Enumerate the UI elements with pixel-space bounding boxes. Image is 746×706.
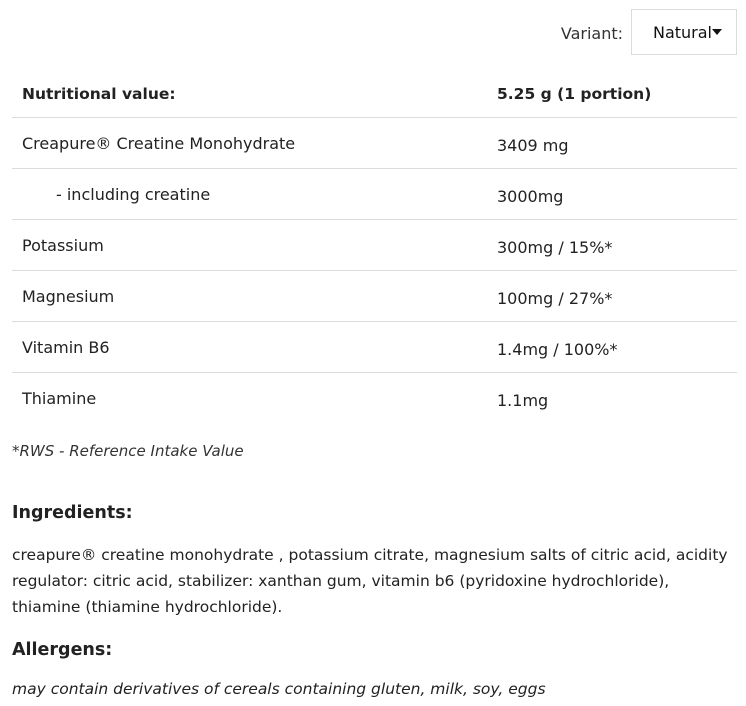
table-row: [12, 220, 737, 271]
row-value: [487, 169, 737, 220]
row-value-text: 1.4mg / 100%*: [497, 339, 618, 359]
row-name: - including creatine: [12, 169, 487, 220]
row-value: [487, 322, 737, 373]
row-name: Creapure® Creatine Monohydrate: [12, 118, 487, 169]
table-row: [12, 322, 737, 373]
table-row: [12, 373, 737, 424]
variant-selected-value: Natural: [652, 22, 712, 42]
row-value-text: 3000mg: [497, 186, 564, 206]
row-name: Vitamin B6: [12, 322, 487, 373]
allergens-text: may contain derivatives of cereals containing gluten, milk, soy, eggs: [12, 680, 546, 698]
header-nutritional-value: Nutritional value:: [12, 70, 487, 118]
row-name: Potassium: [12, 220, 487, 271]
row-value-text: 100mg / 27%*: [497, 288, 613, 308]
row-value-text: 300mg / 15%*: [497, 237, 613, 257]
table-row: [12, 169, 737, 220]
row-value-text: 1.1mg: [497, 390, 549, 410]
table-header-row: [12, 70, 737, 118]
row-value: [487, 118, 737, 169]
row-name: Thiamine: [22, 388, 97, 408]
variant-label: Variant:: [560, 23, 623, 43]
row-value-text: 3409 mg: [497, 135, 569, 155]
reference-intake-footnote: *RWS - Reference Intake Value: [12, 442, 244, 460]
row-value: [487, 220, 737, 271]
allergens-heading: Allergens:: [12, 640, 113, 660]
nutrition-table: [12, 70, 737, 423]
ingredients-text: creapure® creatine monohydrate , potassium citrate, magnesium salts of citric acid, acidity regulator: citric acid, stabilizer: xanthan gum, vitamin b6 (pyridoxine hydrochloride), thiamine (thiamine hydrochloride).: [12, 546, 728, 616]
row-value: [487, 271, 737, 322]
variant-select[interactable]: [631, 9, 737, 55]
ingredients-heading: Ingredients:: [12, 503, 133, 523]
variant-selector-row: [0, 8, 737, 56]
header-portion: 5.25 g (1 portion): [487, 70, 737, 118]
row-value: [487, 373, 737, 424]
chevron-down-icon: [712, 29, 722, 35]
row-name: Magnesium: [12, 271, 487, 322]
table-row: [12, 271, 737, 322]
table-row: [12, 118, 737, 169]
